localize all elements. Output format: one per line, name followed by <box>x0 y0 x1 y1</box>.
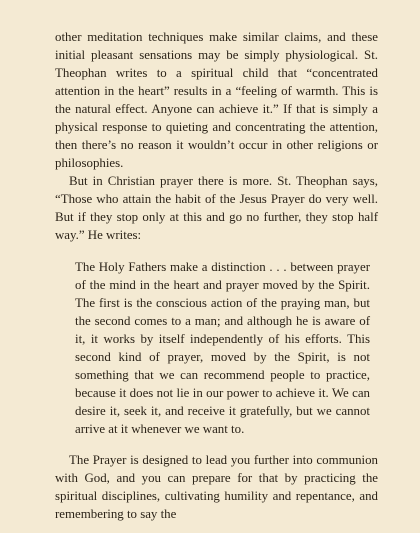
paragraph-continuation: other meditation techniques make similar claims, and these initial pleasant sensations may be simply physiological. St. Theophan writes to a spiritual child that “concentrated attention in the heart” results in a “feeling of warmth. This is the natural effect. Anyone can achieve it.” If that is simply a physical response to quieting and concentrating the attention, then there’s no reason it wouldn’t occur in other religions or philosophies. <box>55 30 378 170</box>
block-quote: The Holy Fathers make a distinction . . . between prayer of the mind in the heart and prayer moved by the Spirit. The first is the conscious action of the praying man, but the second comes to a man; and although he is aware of it, it works by itself independently of his efforts. This second kind of prayer, moved by the Spirit, is not something that we can recommend people to practice, because it does not lie in our power to achieve it. We can desire it, seek it, and receive it gratefully, but we cannot arrive at it whenever we want to. <box>75 260 370 436</box>
paragraph-prayer-designed: The Prayer is designed to lead you further into communion with God, and you can prepare for that by practicing the spiritual disciplines, cultivating humility and repentance, and remembering to say the <box>55 453 378 521</box>
paragraph-christian-prayer: But in Christian prayer there is more. St. Theophan says, “Those who attain the habit of the Jesus Prayer do very well. But if they stop only at this and go no further, they stop half way.” He writes: <box>55 174 378 242</box>
page-text <box>55 28 378 523</box>
